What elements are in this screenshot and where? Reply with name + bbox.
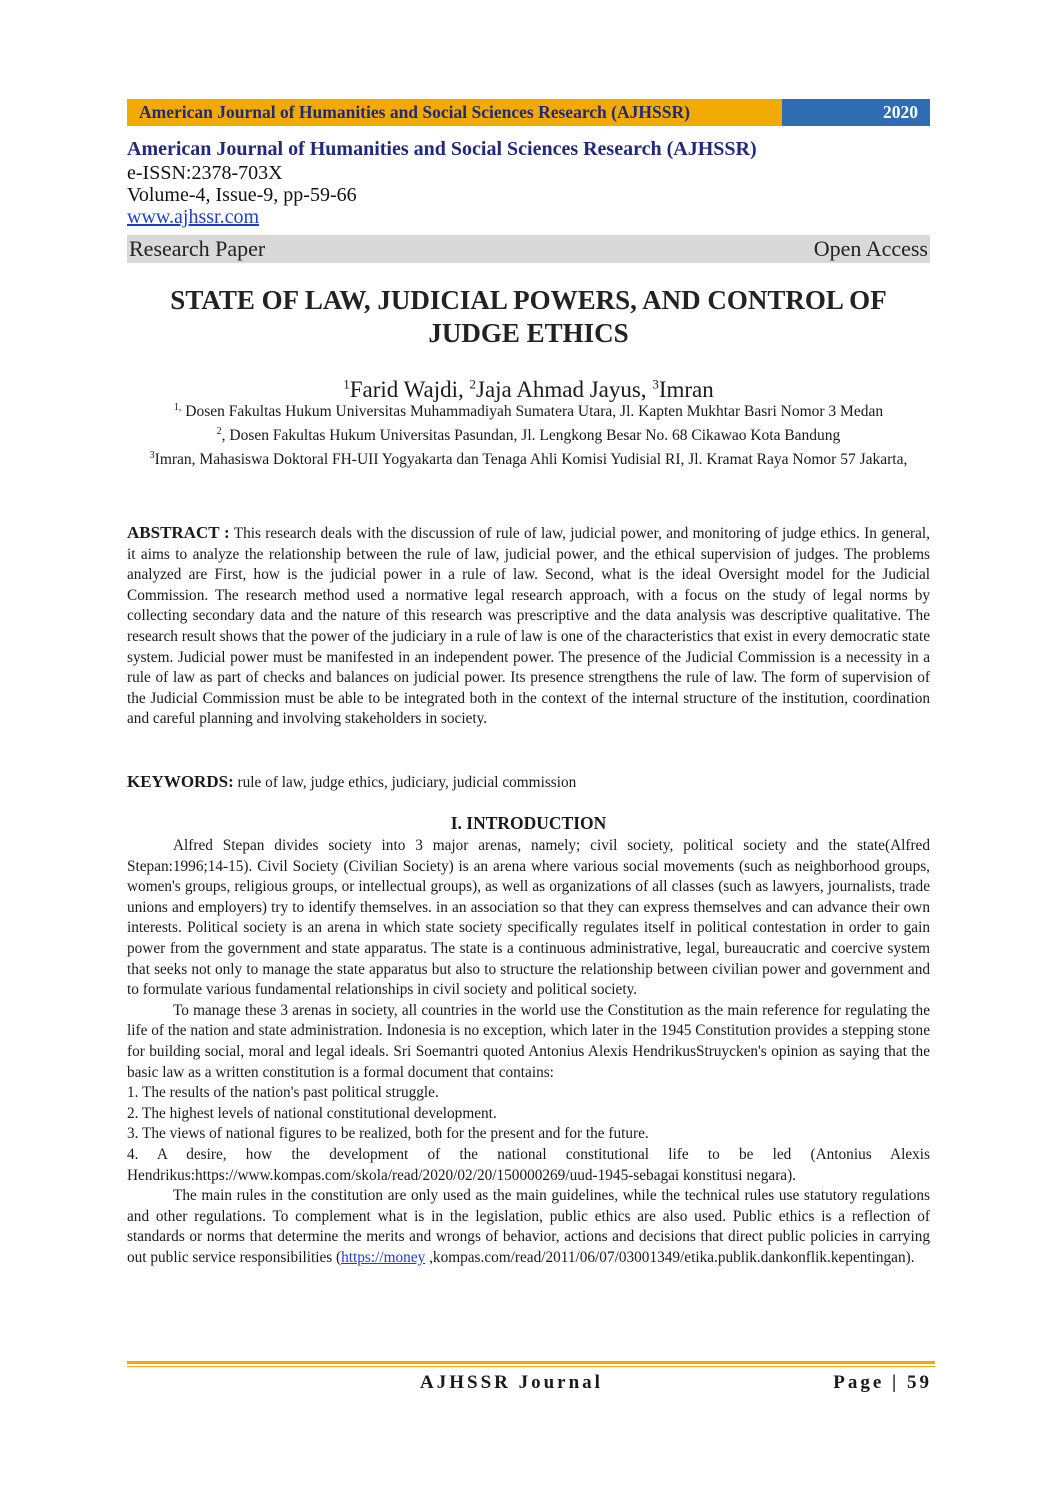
author: $^1$Farid Wajdi, [343, 376, 470, 402]
journal-url-link[interactable]: www.ajhssr.com [127, 206, 260, 228]
paper-title [127, 284, 930, 350]
journal-name: American Journal of Humanities and Social Sciences Research (AJHSSR) [127, 138, 757, 160]
footer-page-number: Page | 59 [833, 1372, 932, 1393]
affiliation-list [127, 398, 930, 470]
paper-type: Research Paper [129, 236, 266, 261]
paper-title-line-2: JUDGE ETHICS [428, 318, 629, 348]
author: $^3$Imran [652, 376, 714, 402]
author: $^2$Jaja Ahmad Jayus, [469, 376, 653, 402]
journal-info [127, 136, 930, 228]
abstract [127, 523, 930, 730]
access-type: Open Access [813, 236, 928, 261]
paper-type-bar [127, 235, 930, 263]
list-item: 4. A desire, how the development of the national constitutional life to be led (Antonius Alexis Hendrikus:https://www.kompas.com/skola/read/2020/02/20/150000269/uud-1945-sebagai konstitusi negara). [127, 1145, 930, 1184]
running-header-year: 2020 [782, 99, 930, 126]
keywords-label: KEYWORDS: [127, 772, 234, 791]
page-footer [127, 1372, 932, 1396]
journal-issn: e-ISSN:2378-703X [127, 162, 283, 184]
money-kompas-link[interactable]: https://money [341, 1248, 426, 1266]
list-item: 1. The results of the nation's past political struggle. [127, 1084, 439, 1102]
section-heading-introduction: I. INTRODUCTION [450, 813, 607, 833]
abstract-text: This research deals with the discussion of rule of law, judicial power, and monitoring of judge ethics. In general, it aims to analyze the relationship between the rule of law, judicial power, and the ethical supervision of judges. The problems analyzed are First, how is the judicial power in a rule of law. Second, what is the ideal Oversight model for the Judicial Commission. The research method used a normative legal research approach, with a focus on the study of legal norms by collecting secondary data and the nature of this research was prescriptive and the data analysis was descriptive qualitative. The research result shows that the power of the judiciary in a rule of law is one of the characteristics that exist in every democratic state system. Judicial power must be manifested in an independent power. The presence of the Judicial Commission is a necessity in a rule of law as part of checks and balances on judicial power. Its presence strengthens the rule of law. The form of supervision of the Judicial Commission must be able to be integrated both in the context of the internal structure of the institution, coordination and careful planning and involving stakeholders in society. [127, 525, 930, 728]
running-header [127, 99, 930, 126]
paragraph: The main rules in the constitution are only used as the main guidelines, while the technical rules use statutory regulations and other regulations. To complement what is in the legislation, public ethics are also used. Public ethics is a reflection of standards or norms that determine the merits and wrongs of behavior, actions and decisions that direct public policies in carrying out public service responsibilities (https://money ,kompas.com/read/2011/06/07/03001349/etika.publik.dankonflik.kepentingan). [127, 1187, 930, 1266]
footer-rule-thin [127, 1366, 935, 1367]
paragraph: Alfred Stepan divides society into 3 major arenas, namely; civil society, political society and the state(Alfred Stepan:1996;14-15). Civil Society (Civilian Society) is an arena where various social movements (such as neighborhood groups, women's groups, religious groups, or intellectual groups), as well as organizations of all classes (such as lawyers, journalists, trade unions and employers) try to identify themselves. in an association so that they can express themselves and can advance their own interests. Political society is an arena in which state society specifically regulates itself in political contestation in order to gain power from the government and state apparatus. The state is a continuous administrative, legal, bureaucratic and coercive system that seeks not only to manage the state apparatus but also to structure the relationship between civilian power and government and to formulate various fundamental relationships in civil society and political society. [127, 837, 930, 999]
list-item: 2. The highest levels of national constitutional development. [127, 1104, 497, 1122]
affiliation: $^2$, Dosen Fakultas Hukum Universitas Pasundan, Jl. Lengkong Besar No. 68 Cikawao Kota Bandung [216, 426, 841, 445]
list-item: 3. The views of national figures to be realized, both for the present and for the future. [127, 1125, 649, 1143]
paper-title-line-1: STATE OF LAW, JUDICIAL POWERS, AND CONTROL OF [170, 285, 887, 315]
footer-journal: AJHSSR Journal [420, 1372, 603, 1393]
keywords [127, 772, 930, 794]
footer-rule [127, 1361, 935, 1364]
keywords-text: rule of law, judge ethics, judiciary, judicial commission [233, 774, 577, 791]
introduction-body [127, 836, 930, 1268]
abstract-label: ABSTRACT : [127, 523, 230, 542]
journal-volume: Volume-4, Issue-9, pp-59-66 [127, 184, 357, 206]
paragraph: To manage these 3 arenas in society, all countries in the world use the Constitution as the main reference for regulating the life of the nation and state administration. Indonesia is no exception, which later in the 1945 Constitution provides a stepping stone for building social, moral and legal ideals. Sri Soemantri quoted Antonius Alexis HendrikusStruycken's opinion as saying that the basic law as a written constitution is a formal document that contains: [127, 1001, 930, 1081]
affiliation: $^3$Imran, Mahasiswa Doktoral FH-UII Yogyakarta dan Tenaga Ahli Komisi Yudisial RI, Jl. Kramat Raya Nomor 57 Jakarta, [149, 450, 908, 469]
affiliation: $^{1,}$ Dosen Fakultas Hukum Universitas Muhammadiyah Sumatera Utara, Jl. Kapten Mukhtar Basri Nomor 3 Medan [173, 402, 884, 421]
running-header-title: American Journal of Humanities and Social Sciences Research (AJHSSR) [127, 99, 782, 126]
